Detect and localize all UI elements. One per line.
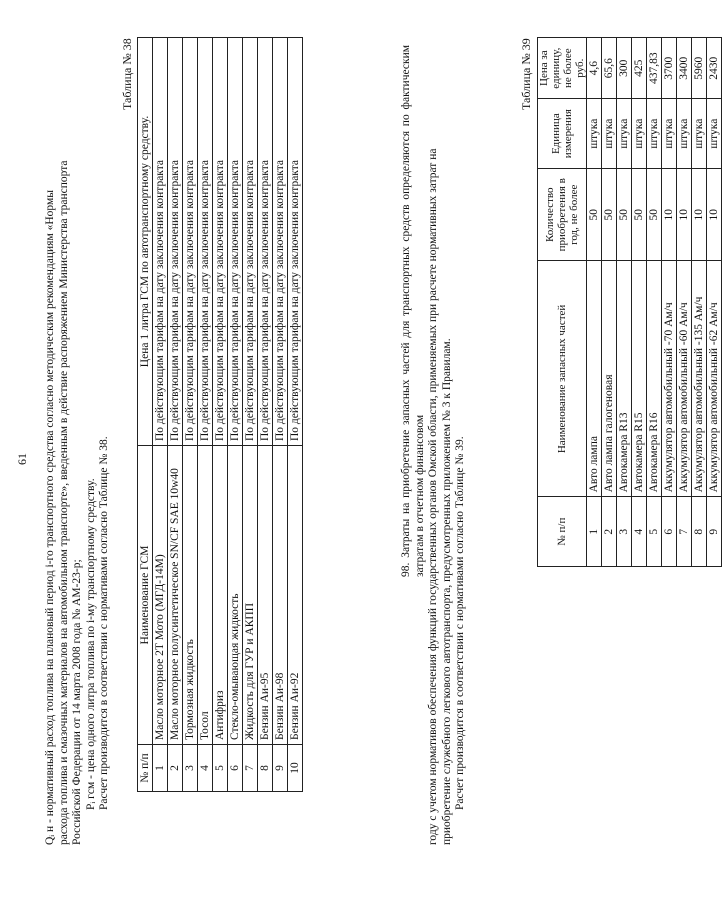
part-name-cell: Аккумулятор автомобильный -60 Ам/ч: [677, 261, 692, 497]
part-name-cell: Аккумулятор автомобильный -62 Ам/ч: [707, 261, 722, 497]
price-cell: 300: [617, 38, 632, 99]
part-name-cell: Автокамера R16: [647, 261, 662, 497]
quantity-cell: 50: [647, 168, 662, 260]
table39-caption: Таблица № 39: [519, 38, 533, 110]
part-name-cell: Авто лампа: [587, 261, 602, 497]
unit-cell: штука: [647, 99, 662, 169]
para98-line: 98. Затраты на приобретение запасных частей для транспортных средств определяются по фактическим затратам в отчетном финансовом: [400, 45, 426, 577]
unit-cell: штука: [617, 99, 632, 169]
column-header: № п/п: [138, 745, 153, 792]
intro-line: Pᵢ гсм - цена одного литра топлива по i-му транспортному средству.: [84, 478, 97, 810]
gsm-name-cell: Тормозная жидкость: [183, 446, 198, 745]
table-row: [168, 38, 183, 792]
quantity-cell: 10: [707, 168, 722, 260]
row-number-cell: 7: [243, 745, 258, 792]
para98-line: Расчет производится в соответствии с нормативами согласно Таблице № 39.: [454, 436, 466, 810]
price-cell: 437,83: [647, 38, 662, 99]
row-number-cell: 1: [587, 497, 602, 567]
unit-cell: штука: [677, 99, 692, 169]
column-header: Наименование запасных частей: [538, 261, 587, 497]
price-cell: 3700: [662, 38, 677, 99]
paragraph-98: [400, 45, 468, 845]
unit-cell: штука: [587, 99, 602, 169]
column-header: № п/п: [538, 497, 587, 567]
part-name-cell: Авто лампа галогеновая: [602, 261, 617, 497]
unit-cell: штука: [692, 99, 707, 169]
price-cell: По действующим тарифам на дату заключения контракта: [258, 38, 273, 446]
price-cell: 2430: [707, 38, 722, 99]
table-row: [228, 38, 243, 792]
intro-line: Расчет производится в соответствии с нормативами согласно Таблице № 38.: [98, 436, 110, 810]
row-number-cell: 9: [273, 745, 288, 792]
row-number-cell: 7: [677, 497, 692, 567]
row-number-cell: 6: [662, 497, 677, 567]
table-39: [537, 37, 722, 567]
table-header-row: [138, 38, 153, 792]
table-row: [602, 38, 617, 567]
price-cell: 4,6: [587, 38, 602, 99]
intro-paragraph: [44, 45, 112, 845]
part-name-cell: Аккумулятор автомобильный -135 Ам/ч: [692, 261, 707, 497]
table-row: [707, 38, 722, 567]
price-cell: 425: [632, 38, 647, 99]
table-row: [288, 38, 303, 792]
table-row: [258, 38, 273, 792]
price-cell: 3400: [677, 38, 692, 99]
price-cell: По действующим тарифам на дату заключения контракта: [273, 38, 288, 446]
para98-line: приобретение служебного легкового автотранспорта, предусмотренных приложением № 3 к Правилам.: [440, 338, 453, 845]
table-row: [617, 38, 632, 567]
table38-body: [153, 38, 303, 792]
intro-line: Российской Федерации от 14 марта 2008 года № АМ-23-р;: [71, 559, 83, 845]
row-number-cell: 9: [707, 497, 722, 567]
unit-cell: штука: [707, 99, 722, 169]
gsm-name-cell: Антифриз: [213, 446, 228, 745]
part-name-cell: Аккумулятор автомобильный -70 Ам/ч: [662, 261, 677, 497]
row-number-cell: 5: [647, 497, 662, 567]
row-number-cell: 6: [228, 745, 243, 792]
page-number: 61: [15, 453, 29, 465]
table-row: [153, 38, 168, 792]
table39-body: [587, 38, 722, 567]
row-number-cell: 4: [632, 497, 647, 567]
column-header: Количество приобретения в год, не более: [538, 168, 587, 260]
gsm-name-cell: Бензин Аи-98: [273, 446, 288, 745]
quantity-cell: 10: [677, 168, 692, 260]
row-number-cell: 8: [692, 497, 707, 567]
table-row: [632, 38, 647, 567]
row-number-cell: 2: [602, 497, 617, 567]
price-cell: По действующим тарифам на дату заключения контракта: [213, 38, 228, 446]
intro-line: Qᵢ н - нормативный расход топлива на плановый период i-го транспортного средства согласно методическим рекомендациям «Нормы: [44, 190, 56, 845]
row-number-cell: 1: [153, 745, 168, 792]
intro-line: расхода топлива и смазочных материалов на автомобильном транспорте», введенным в действие распоряжением Министерства транспорта: [57, 160, 70, 845]
table-row: [677, 38, 692, 567]
row-number-cell: 5: [213, 745, 228, 792]
table-row: [213, 38, 228, 792]
column-header: Цена 1 литра ГСМ по автотранспортному средству.: [138, 38, 153, 446]
gsm-name-cell: Масло моторное 2Т Мото (МГД-14М): [153, 446, 168, 745]
column-header: Наименование ГСМ: [138, 446, 153, 745]
column-header: Единица измерения: [538, 99, 587, 169]
quantity-cell: 10: [692, 168, 707, 260]
table38-caption: Таблица № 38: [120, 38, 134, 110]
row-number-cell: 2: [168, 745, 183, 792]
table-row: [198, 38, 213, 792]
gsm-name-cell: Жидкость для ГУР и АКПП: [243, 446, 258, 745]
unit-cell: штука: [632, 99, 647, 169]
price-cell: По действующим тарифам на дату заключения контракта: [243, 38, 258, 446]
row-number-cell: 8: [258, 745, 273, 792]
gsm-name-cell: Бензин Аи-95: [258, 446, 273, 745]
row-number-cell: 10: [288, 745, 303, 792]
table-38: [137, 37, 303, 792]
price-cell: По действующим тарифам на дату заключения контракта: [198, 38, 213, 446]
price-cell: По действующим тарифам на дату заключения контракта: [228, 38, 243, 446]
table-row: [647, 38, 662, 567]
price-cell: По действующим тарифам на дату заключения контракта: [183, 38, 198, 446]
column-header: Цена за единицу, не более руб.: [538, 38, 587, 99]
para98-line: году с учетом нормативов обеспечения функций государственных органов Омской области, применяемых при расчете нормативных затрат на: [427, 148, 439, 845]
table-row: [243, 38, 258, 792]
quantity-cell: 50: [602, 168, 617, 260]
table-row: [183, 38, 198, 792]
table-row: [692, 38, 707, 567]
row-number-cell: 3: [617, 497, 632, 567]
gsm-name-cell: Тосол: [198, 446, 213, 745]
price-cell: По действующим тарифам на дату заключения контракта: [168, 38, 183, 446]
quantity-cell: 50: [617, 168, 632, 260]
row-number-cell: 4: [198, 745, 213, 792]
unit-cell: штука: [602, 99, 617, 169]
gsm-name-cell: Стекло-омывающая жидкость: [228, 446, 243, 745]
table-row: [587, 38, 602, 567]
quantity-cell: 10: [662, 168, 677, 260]
gsm-name-cell: Масло моторное полусинтетическое SN/CF SAE 10w40: [168, 446, 183, 745]
gsm-name-cell: Бензин Аи-92: [288, 446, 303, 745]
table-row: [662, 38, 677, 567]
price-cell: По действующим тарифам на дату заключения контракта: [153, 38, 168, 446]
part-name-cell: Автокамера R15: [632, 261, 647, 497]
price-cell: 65,6: [602, 38, 617, 99]
row-number-cell: 3: [183, 745, 198, 792]
quantity-cell: 50: [587, 168, 602, 260]
price-cell: По действующим тарифам на дату заключения контракта: [288, 38, 303, 446]
unit-cell: штука: [662, 99, 677, 169]
price-cell: 5960: [692, 38, 707, 99]
table-row: [273, 38, 288, 792]
part-name-cell: Автокамера R13: [617, 261, 632, 497]
table-header-row: [538, 38, 587, 567]
quantity-cell: 50: [632, 168, 647, 260]
